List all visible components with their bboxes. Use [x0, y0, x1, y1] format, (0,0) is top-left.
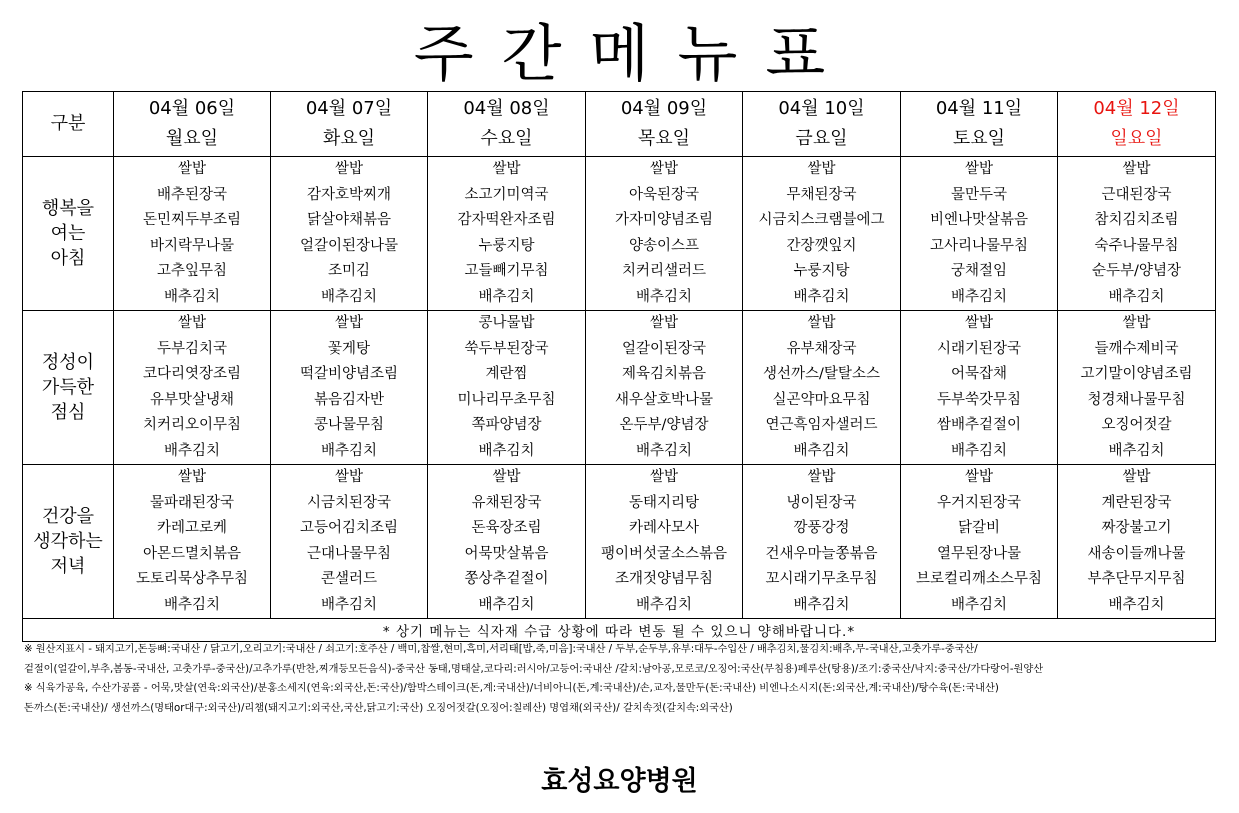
- meal-label-line: 생각하는: [33, 531, 103, 552]
- menu-item: 양송이스프: [628, 237, 700, 254]
- meal-row: [23, 311, 1216, 465]
- menu-item: 근대된장국: [1101, 186, 1172, 203]
- menu-cell: [901, 157, 1058, 311]
- origin-note-line: 겉절이(얼갈이,부추,봄동-국내산, 고춧가루-중국산)/고추가루(반찬,찌개등모든음식)-중국산 동태,명태살,코다리:러시아/고등어:국내산 /갈치:남아공,모로코/오징어:국산(무침용)페루산(탕용)/조기:중국산/낙지:중국산/가다랑어-원양산: [24, 663, 1044, 675]
- menu-item: 돈육장조림: [471, 520, 542, 536]
- menu-item: 짜장불고기: [1101, 520, 1172, 536]
- menu-item: 쑥두부된장국: [464, 340, 549, 357]
- menu-item: 배추김치: [320, 288, 378, 305]
- menu-item: 쌀밥: [649, 315, 678, 331]
- menu-item: 꽃게탕: [327, 340, 371, 357]
- meal-label: [23, 157, 114, 311]
- menu-cell: [586, 465, 743, 619]
- menu-cell: [743, 311, 901, 465]
- meal-label-line: 건강을: [41, 506, 95, 527]
- menu-item: 배추김치: [320, 596, 378, 613]
- menu-item: 얼갈이된장나물: [299, 237, 399, 254]
- day-header: [1058, 92, 1216, 157]
- menu-item: 카레사모사: [628, 520, 700, 536]
- menu-item: 쫑상추겉절이: [464, 571, 549, 587]
- day-header: [428, 92, 586, 157]
- menu-item: 건새우마늘쫑볶음: [765, 545, 878, 562]
- menu-item: 어묵맛살볶음: [464, 545, 549, 562]
- menu-item: 쌀밥: [177, 161, 206, 177]
- menu-item: 코다리엿장조림: [142, 366, 242, 382]
- day-date: 04월 07일: [305, 98, 393, 119]
- menu-item: 쌀밥: [334, 161, 363, 177]
- menu-item: 쌀밥: [1122, 469, 1151, 485]
- menu-item: 쪽파양념장: [471, 417, 542, 433]
- menu-item: 계란된장국: [1101, 494, 1172, 511]
- meal-label: [23, 311, 114, 465]
- day-date: 04월 11일: [935, 98, 1023, 119]
- meal-row: [23, 465, 1216, 619]
- menu-item: 시래기된장국: [936, 340, 1022, 357]
- menu-item: 고들빼기무침: [464, 263, 549, 279]
- menu-item: 배추김치: [635, 596, 693, 613]
- meal-label-line: 여는: [50, 223, 86, 244]
- menu-item: 배추김치: [478, 596, 535, 613]
- menu-cell: [743, 465, 901, 619]
- menu-item: 참치김치조림: [1094, 212, 1179, 228]
- menu-item: 닭살야채볶음: [306, 212, 392, 228]
- menu-item: 들깨수제비국: [1094, 340, 1179, 357]
- menu-cell: [271, 157, 428, 311]
- menu-item: 바지락무나물: [149, 237, 235, 254]
- menu-item: 배추김치: [478, 442, 535, 459]
- menu-cell: [743, 157, 901, 311]
- menu-item: 조개젓양념무침: [614, 571, 714, 587]
- day-date: 04월 09일: [620, 98, 708, 119]
- menu-item: 고추잎무침: [156, 263, 228, 279]
- menu-item: 유부맛살냉채: [149, 391, 235, 408]
- menu-item: 두부김치국: [156, 340, 228, 357]
- menu-item: 아욱된장국: [628, 186, 700, 203]
- menu-item: 무채된장국: [786, 186, 857, 203]
- menu-item: 물파래된장국: [149, 494, 235, 511]
- menu-item: 쌀밥: [492, 161, 521, 177]
- menu-item: 배추김치: [163, 442, 221, 459]
- menu-item: 동태지리탕: [628, 494, 700, 511]
- menu-cell: [114, 465, 271, 619]
- day-date: 04월 08일: [463, 98, 550, 119]
- origin-note-line: ※ 식육가공육, 수산가공품 - 어묵,맛살(연육:외국산)/분홍소세지(연육:외국산,돈:국산)/함박스테이크(돈,계:국내산)/너비아니(돈,계:국내산)/손,교자,물만두(돈:국내산) 비엔나소시지(돈:외국산,계:국내산)/탕수육(돈:국내산): [24, 683, 999, 694]
- menu-item: 숙주나물무침: [1094, 237, 1179, 254]
- menu-cell: [428, 465, 586, 619]
- menu-item: 쌀밥: [177, 315, 206, 331]
- day-weekday: 목요일: [637, 128, 691, 149]
- menu-item: 쌀밥: [964, 469, 993, 485]
- menu-item: 배추김치: [635, 442, 693, 459]
- menu-cell: [114, 157, 271, 311]
- meal-label-line: 점심: [50, 402, 86, 423]
- menu-item: 배추김치: [793, 596, 850, 613]
- menu-item: 아몬드멸치볶음: [142, 545, 242, 562]
- menu-item: 배추김치: [1108, 442, 1165, 459]
- menu-item: 청경채나물무침: [1087, 391, 1186, 408]
- menu-item: 제육김치볶음: [621, 366, 707, 382]
- menu-item: 치커리샐러드: [621, 263, 707, 279]
- menu-item: 고사리나물무침: [929, 237, 1029, 254]
- menu-item: 쌀밥: [492, 469, 521, 485]
- hospital-name: 효성요양병원: [541, 766, 698, 797]
- menu-item: 감자호박찌개: [306, 186, 392, 203]
- menu-item: 쌀밥: [807, 161, 836, 177]
- menu-item: 배추김치: [950, 442, 1008, 459]
- menu-item: 근대나물무침: [306, 545, 392, 562]
- menu-cell: [901, 465, 1058, 619]
- menu-item: 궁채절임: [950, 263, 1008, 279]
- menu-item: 쌀밥: [334, 315, 363, 331]
- menu-item: 연근흑임자샐러드: [765, 417, 878, 433]
- day-header: [271, 92, 428, 157]
- category-header: 구분: [23, 92, 114, 157]
- menu-item: 감자떡완자조림: [457, 212, 556, 228]
- menu-item: 배추김치: [950, 596, 1008, 613]
- menu-cell: [1058, 311, 1216, 465]
- menu-item: 배추김치: [793, 288, 850, 305]
- menu-item: 배추김치: [793, 442, 850, 459]
- meal-label-line: 행복을: [41, 198, 95, 219]
- menu-item: 어묵잡채: [950, 366, 1008, 382]
- menu-item: 쌀밥: [649, 469, 678, 485]
- day-weekday: 월요일: [165, 128, 219, 149]
- menu-item: 꼬시래기무초무침: [765, 571, 878, 587]
- day-weekday: 일요일: [1110, 128, 1163, 149]
- menu-item: 쌈배추겉절이: [936, 417, 1022, 433]
- menu-item: 실곤약마요무침: [772, 391, 871, 408]
- menu-item: 치커리오이무침: [142, 417, 242, 433]
- origin-notes: [24, 640, 1219, 718]
- menu-item: 물만두국: [950, 186, 1008, 203]
- menu-item: 쌀밥: [177, 469, 206, 485]
- menu-item: 쌀밥: [807, 315, 836, 331]
- day-header: [743, 92, 901, 157]
- day-weekday: 화요일: [322, 128, 376, 149]
- origin-note-line: ※ 원산지표시 - 돼지고기,돈등뼈:국내산 / 닭고기,오리고기:국내산 / 쇠고기:호주산 / 백미,찹쌀,현미,흑미,서리태[밥,죽,미음]:국내산 / 두부,순두부,유부:대두-수입산 / 배추김치,물김치:배추,무-국내산,고춧가루-중국산/: [24, 644, 978, 655]
- menu-cell: [114, 311, 271, 465]
- menu-item: 배추김치: [163, 596, 221, 613]
- menu-item: 얼갈이된장국: [621, 340, 707, 357]
- day-date: 04월 12일: [1093, 98, 1180, 119]
- menu-item: 누룽지탕: [793, 263, 850, 279]
- menu-item: 닭갈비: [957, 520, 1001, 536]
- menu-item: 미나리무초무침: [457, 391, 556, 408]
- menu-item: 오징어젓갈: [1101, 417, 1172, 433]
- menu-item: 열무된장나물: [936, 545, 1022, 562]
- header-row: [23, 92, 1216, 157]
- day-date: 04월 06일: [148, 98, 236, 119]
- menu-item: 배추김치: [320, 442, 378, 459]
- day-weekday: 수요일: [480, 128, 533, 149]
- meal-label-line: 정성이: [41, 352, 95, 373]
- menu-item: 냉이된장국: [786, 494, 857, 511]
- menu-item: 볶음김자반: [313, 391, 385, 408]
- menu-item: 소고기미역국: [464, 186, 549, 203]
- day-date: 04월 10일: [778, 98, 865, 119]
- menu-item: 배추김치: [1108, 596, 1165, 613]
- day-weekday: 토요일: [952, 128, 1006, 149]
- menu-item: 배추김치: [950, 288, 1008, 305]
- menu-item: 부추단무지무침: [1087, 571, 1186, 587]
- menu-item: 쌀밥: [964, 161, 993, 177]
- menu-cell: [1058, 157, 1216, 311]
- day-header: [114, 92, 271, 157]
- menu-item: 브로컬리깨소스무침: [915, 571, 1043, 587]
- menu-item: 새우살호박나물: [614, 391, 714, 408]
- menu-item: 카레고로케: [156, 520, 228, 536]
- notice-text: * 상기 메뉴는 식자재 수급 상황에 따라 변동 될 수 있으니 양해바랍니다.*: [23, 619, 1216, 642]
- menu-item: 콩나물무침: [313, 417, 385, 433]
- menu-item: 가자미양념조림: [614, 212, 714, 228]
- meal-label-line: 가득한: [41, 377, 95, 398]
- menu-item: 콩나물밥: [478, 315, 535, 331]
- menu-item: 생선까스/탈탈소스: [763, 366, 880, 382]
- menu-item: 쌀밥: [1122, 161, 1151, 177]
- menu-item: 배추김치: [1108, 288, 1165, 305]
- menu-item: 쌀밥: [649, 161, 678, 177]
- meal-label-line: 아침: [50, 248, 86, 269]
- menu-cell: [271, 311, 428, 465]
- menu-item: 우거지된장국: [936, 494, 1022, 511]
- origin-note-line: 돈까스(돈:국내산)/ 생선까스(명태or대구:외국산)/리챔(돼지고기:외국산,국산,닭고기:국산) 오징어젓갈(오징어:칠레산) 명엽채(외국산)/ 갈치속젓(갈치속:외국산): [24, 702, 733, 714]
- meal-label: [23, 465, 114, 619]
- menu-item: 유채된장국: [471, 494, 542, 511]
- menu-cell: [271, 465, 428, 619]
- menu-item: 돈민찌두부조림: [142, 212, 242, 228]
- menu-cell: [586, 157, 743, 311]
- day-header: [586, 92, 743, 157]
- menu-cell: [428, 157, 586, 311]
- menu-item: 깡풍강정: [793, 520, 850, 536]
- menu-item: 온두부/양념장: [619, 417, 709, 433]
- menu-cell: [586, 311, 743, 465]
- notice-row: [23, 619, 1216, 642]
- day-weekday: 금요일: [795, 128, 848, 149]
- menu-item: 쌀밥: [334, 469, 363, 485]
- menu-cell: [901, 311, 1058, 465]
- menu-item: 누룽지탕: [478, 237, 535, 254]
- menu-item: 계란찜: [485, 366, 528, 382]
- weekly-menu-table: [22, 91, 1216, 642]
- menu-item: 새송이들깨나물: [1087, 545, 1186, 562]
- menu-item: 도토리묵상추무침: [135, 571, 249, 587]
- menu-cell: [428, 311, 586, 465]
- page-title: 주간메뉴표: [413, 17, 854, 90]
- menu-item: 유부채장국: [786, 340, 857, 357]
- menu-item: 떡갈비양념조림: [299, 366, 399, 382]
- menu-item: 쌀밥: [964, 315, 993, 331]
- menu-item: 두부쑥갓무침: [936, 391, 1022, 408]
- menu-item: 비엔나맛살볶음: [929, 212, 1029, 228]
- menu-item: 배추김치: [635, 288, 693, 305]
- menu-item: 고등어김치조림: [299, 520, 399, 536]
- menu-item: 시금치스크램블에그: [758, 212, 885, 228]
- menu-item: 콘샐러드: [320, 571, 378, 587]
- menu-item: 팽이버섯굴소스볶음: [600, 545, 728, 562]
- meal-label-line: 저녁: [50, 556, 86, 577]
- meal-row: [23, 157, 1216, 311]
- menu-item: 간장깻잎지: [786, 237, 857, 254]
- menu-item: 쌀밥: [807, 469, 836, 485]
- menu-item: 배추된장국: [156, 186, 228, 203]
- day-header: [901, 92, 1058, 157]
- menu-cell: [1058, 465, 1216, 619]
- menu-item: 고기말이양념조림: [1080, 366, 1193, 382]
- menu-item: 조미김: [327, 263, 371, 279]
- menu-item: 시금치된장국: [306, 494, 392, 511]
- menu-item: 쌀밥: [1122, 315, 1151, 331]
- menu-item: 순두부/양념장: [1092, 263, 1181, 279]
- menu-item: 배추김치: [163, 288, 221, 305]
- menu-item: 배추김치: [478, 288, 535, 305]
